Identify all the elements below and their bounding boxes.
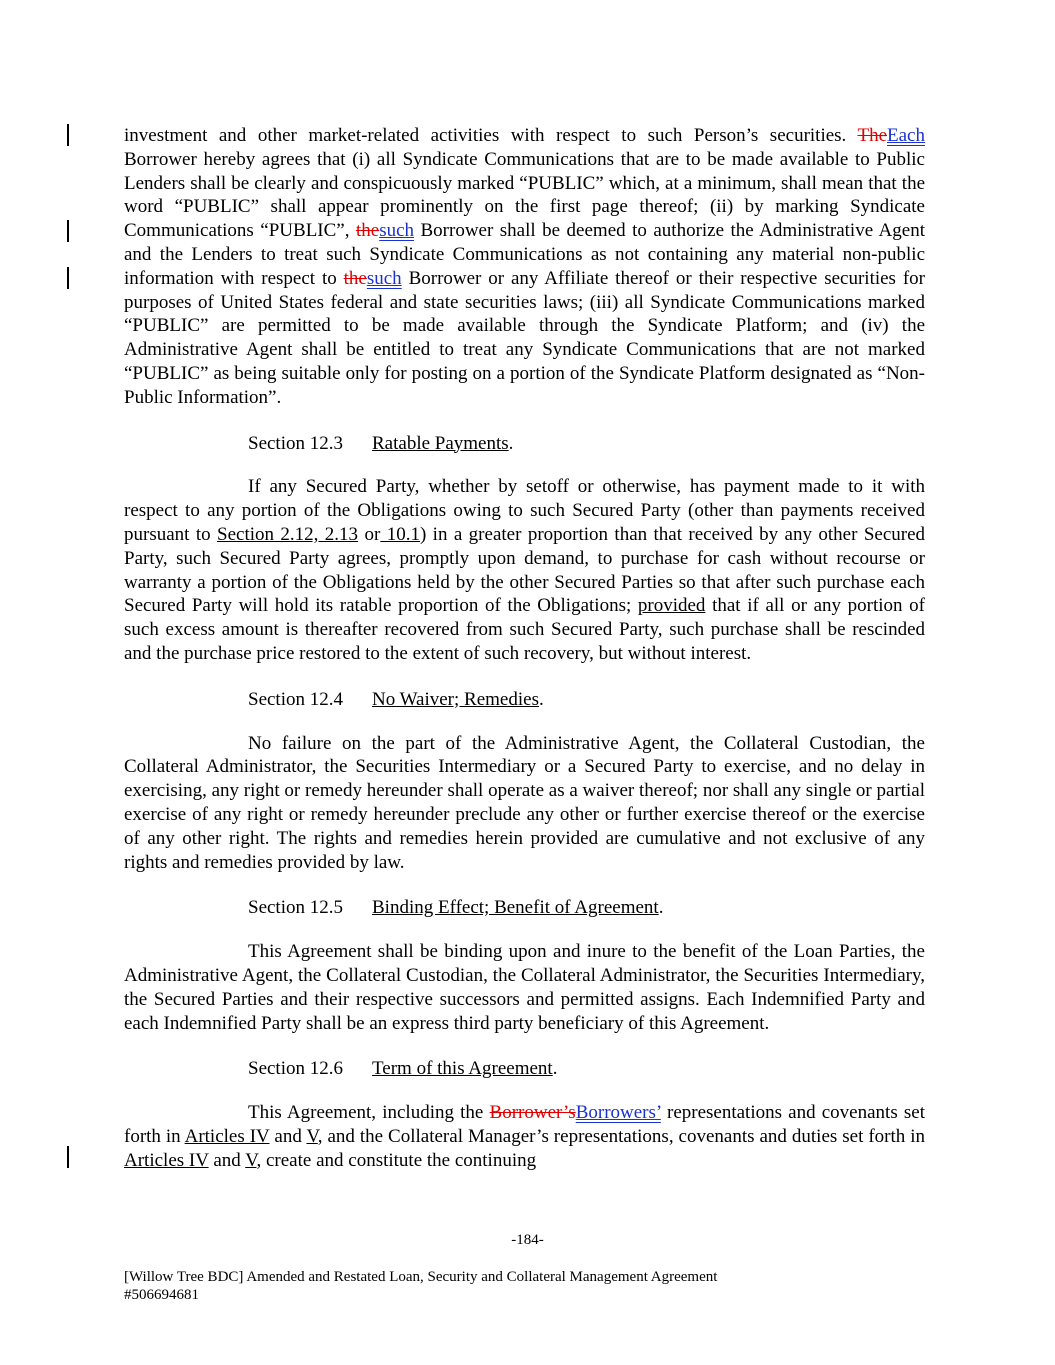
inserted-text: such (366, 267, 402, 289)
cross-reference: Articles IV (184, 1125, 270, 1147)
section-12-4-body: No failure on the part of the Administrative Agent, the Collateral Custodian, the Collateral Administrator, the Securities Intermediary or a Secured Party to exercise, and no delay in exercising, any right or remedy hereunder shall operate as a waiver thereof; nor shall any single or partial exercise of any right or remedy hereunder preclude any other or further exercise thereof or the exercise of any other right. The rights and remedies herein provided are cumulative and not exclusive of any rights and remedies provided by law. (124, 732, 925, 873)
change-bar (67, 267, 69, 289)
footer-title: [Willow Tree BDC] Amended and Restated Loan, Security and Collateral Management Agreement (124, 1269, 718, 1285)
section-12-3-body: If any Secured Party, whether by setoff or otherwise, has payment made to it with respect to any portion of the Obligations owing to such Secured Party (other than payments received pursuant to Section 2.12, 2.13 or 10.1) in a greater proportion than that received by any other Secured Party, such Secured Party agrees, promptly upon demand, to purchase for cash without recourse or warranty a portion of the Obligations held by the other Secured Parties so that after such purchase each Secured Party will hold its ratable proportion of the Obligations; provided that if all or any portion of such excess amount is thereafter recovered from such Secured Party, such purchase shall be rescinded and the purchase price restored to the extent of such recovery, but without interest. (124, 476, 926, 664)
section-12-4-heading: Section 12.4 No Waiver; Remedies. (248, 688, 544, 710)
change-bar (67, 1146, 69, 1168)
deleted-text: the (355, 220, 380, 242)
section-12-6-heading: Section 12.6 Term of this Agreement. (248, 1058, 558, 1080)
deleted-text: The (857, 125, 888, 146)
inserted-text: Borrowers’ (575, 1102, 661, 1124)
document-body (124, 124, 925, 1172)
section-12-5-heading: Section 12.5 Binding Effect; Benefit of Agreement. (248, 897, 664, 919)
page-number: -184- (511, 1232, 544, 1248)
section-12-5-body: This Agreement shall be binding upon and inure to the benefit of the Loan Parties, the Administrative Agent, the Collateral Custodian, the Collateral Administrator, the Securities Intermediary, the Secured Parties and their respective successors and permitted assigns. Each Indemnified Party and each Indemnified Party shall be an express third party beneficiary of this Agreement. (124, 941, 925, 1034)
cross-reference: Section 2.12, 2.13 (217, 523, 359, 545)
cross-reference: V (245, 1149, 257, 1171)
cross-reference: Articles IV (124, 1149, 209, 1171)
cross-reference: V (306, 1125, 318, 1147)
paragraph-syndicate-communications: investment and other market-related activities with respect to such Person’s securities. TheEach Borrower hereby agrees that (i) all Syndicate Communications that are to be made available to Public Lenders shall be clearly and conspicuously marked “PUBLIC” which, at a minimum, shall mean that the word “PUBLIC” shall appear prominently on the first page thereof; (ii) by marking Syndicate Communications “PUBLIC”, thesuch Borrower shall be deemed to authorize the Administrative Agent and the Lenders to treat such Syndicate Communications as not containing any material non-public information with respect to thesuch Borrower or any Affiliate thereof or their respective securities for purposes of United States federal and state securities laws; (iii) all Syndicate Communications marked “PUBLIC” are permitted to be made available through the Syndicate Platform; and (iv) the Administrative Agent shall be entitled to treat any Syndicate Communications that are not marked “PUBLIC” as being suitable only for posting on a portion of the Syndicate Platform designated as “Non-Public Information”. (124, 125, 925, 408)
deleted-text: Borrower’s (489, 1102, 576, 1124)
defined-term: provided (637, 595, 706, 617)
change-bar (67, 220, 69, 242)
document-footer (124, 1268, 717, 1304)
section-12-6-body: This Agreement, including the Borrower’sBorrowers’ representations and covenants set forth in Articles IV and V, and the Collateral Manager’s representations, covenants and duties set forth in Articles IV and V, create and constitute the continuing (124, 1102, 925, 1171)
cross-reference: 10.1 (380, 523, 420, 545)
inserted-text: such (379, 220, 415, 242)
footer-doc-id: #506694681 (124, 1287, 199, 1303)
deleted-text: the (343, 267, 367, 289)
inserted-text: Each (887, 125, 925, 146)
change-bar (67, 124, 69, 146)
section-12-3-heading: Section 12.3 Ratable Payments. (248, 432, 514, 454)
